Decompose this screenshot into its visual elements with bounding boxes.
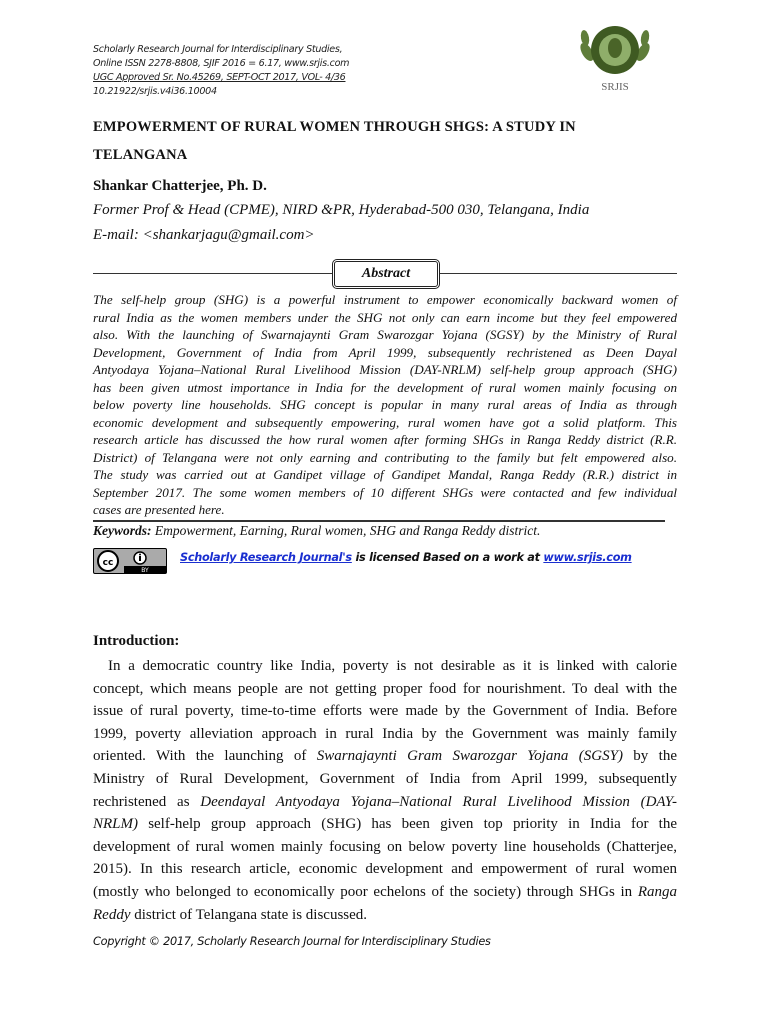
title-line-2: TELANGANA — [93, 147, 188, 163]
cc-by-badge[interactable] — [93, 548, 167, 574]
body-line — [93, 791, 677, 814]
title-line-1: EMPOWERMENT OF RURAL WOMEN THROUGH SHGS: A STUDY IN — [93, 119, 576, 135]
abstract-line: Antyodaya Yojana–National Rural Livelihood Mission (DAY-NRLM) self-help group approach (SHG) — [93, 362, 677, 377]
author-affiliation — [93, 198, 589, 248]
body-line — [93, 836, 677, 859]
license-statement — [180, 550, 632, 566]
body-line — [93, 655, 677, 678]
copyright-footer: Copyright © 2017, Scholarly Research Journal for Interdisciplinary Studies — [93, 935, 491, 948]
abstract-text — [93, 291, 677, 519]
srjis-logo — [565, 24, 665, 96]
text-run: development of rural women mainly focusing on below poverty line households (Chatterjee, — [93, 838, 677, 855]
website-link[interactable]: www.srjis.com — [543, 551, 632, 564]
body-line — [93, 768, 677, 791]
text-run: issue of rural poverty, time-to-time efforts were made by the Government of India. Before — [93, 703, 677, 720]
abstract-line: also. With the launching of Swarnajaynti Gram Swarozgar Yojana (SGSY) by the Ministry of Rural — [93, 327, 677, 342]
abstract-line: economic development and subsequently empowering, rural women have got a solid platform. This — [93, 414, 677, 430]
text-run: Deendayal Antyodaya Yojana–National Rural Livelihood Mission (DAY- — [200, 793, 677, 810]
header-line-1: Scholarly Research Journal for Interdisciplinary Studies, — [93, 44, 343, 55]
body-line — [93, 858, 677, 881]
abstract-heading: Abstract — [332, 259, 440, 289]
body-line — [93, 700, 677, 723]
affiliation: Former Prof & Head (CPME), NIRD &PR, Hyderabad-500 030, Telangana, India — [93, 202, 590, 218]
divider — [93, 520, 665, 522]
text-run: NRLM) — [93, 816, 138, 833]
body-line — [93, 881, 677, 904]
paper-title — [93, 113, 693, 169]
abstract-line: September 2017. The some women members of 10 different SHGs were contacted and few individual — [93, 484, 677, 500]
text-run: district of Telangana state is discussed. — [130, 906, 368, 923]
license-text: is licensed Based on a work at — [351, 551, 544, 564]
text-run: Ministry of Rural Development, Government of India from April 1999, subsequently — [93, 770, 677, 787]
text-run: In a democratic country like India, poverty is not desirable as it is linked with calorie — [108, 658, 677, 674]
text-run: concept, which means people are not getting proper food for nourishment. To deal with the — [93, 680, 677, 697]
introduction-text — [93, 655, 677, 926]
abstract-line: below poverty line households. SHG concept is popular in many rural areas of India as through — [93, 397, 677, 412]
section-heading-introduction: Introduction: — [93, 633, 180, 649]
text-run: Ranga — [637, 883, 677, 900]
cc-by-label: BY — [141, 567, 149, 573]
author-email: E-mail: <shankarjagu@gmail.com> — [93, 227, 315, 243]
text-run: 2015). In this research article, economic development and empowerment of rural women — [93, 861, 677, 878]
text-run: self-help group approach (SHG) has been given top priority in India for the — [138, 816, 677, 833]
abstract-line: rural India as the women members under the SHG not only can earn income but they feel empowered — [93, 309, 677, 325]
abstract-line: cases are presented here. — [93, 502, 225, 517]
text-run: oriented. With the launching of — [93, 748, 317, 765]
keywords-label: Keywords: — [93, 523, 152, 538]
svg-text:cc: cc — [102, 558, 114, 568]
header-line-3: UGC Approved Sr. No.45269, SEPT-OCT 2017, VOL- 4/36 — [93, 72, 346, 83]
header-doi: 10.21922/srjis.v4i36.10004 — [93, 86, 217, 97]
text-run: Reddy — [93, 906, 131, 923]
keywords — [93, 523, 540, 539]
abstract-line: research article has discussed the how rural women after forming SHGs in Ranga Reddy district (R.R. — [93, 432, 677, 447]
text-run: (mostly who belonged to economically poor echelons of the society) through SHGs in — [93, 883, 638, 900]
text-run: by the — [622, 748, 677, 765]
body-line — [93, 813, 677, 836]
header-line-2: Online ISSN 2278-8808, SJIF 2016 = 6.17, www.srjis.com — [93, 58, 350, 69]
text-run: Swarnajaynti Gram Swarozgar Yojana (SGSY) — [316, 748, 623, 765]
abstract-line: District) of Telangana were not only earning and contributing to the family but felt empowered also. — [93, 449, 677, 465]
journal-link[interactable]: Scholarly Research Journal's — [180, 551, 352, 564]
abstract-line: The self-help group (SHG) is a powerful instrument to empower economically backward women of — [93, 292, 677, 307]
keywords-list: Empowerment, Earning, Rural women, SHG and Ranga Reddy district. — [151, 523, 541, 538]
logo-text: SRJIS — [601, 81, 629, 93]
body-line — [93, 904, 677, 927]
author-name: Shankar Chatterjee, Ph. D. — [93, 178, 267, 194]
abstract-line: has been given utmost importance in India for the development of rural women mainly focusing on — [93, 379, 677, 395]
abstract-line: The study was carried out at Gandipet village of Gandipet Mandal, Ranga Reddy (R.R.) district in — [93, 467, 677, 482]
body-line — [93, 723, 677, 746]
text-run: 1999, poverty alleviation approach in rural India by the Government was mainly family — [93, 725, 677, 742]
body-line — [93, 678, 677, 701]
body-line — [93, 745, 677, 768]
abstract-line: Development, Government of India from April 1999, subsequently rechristened as Deen Dayal — [93, 344, 677, 360]
journal-header — [93, 43, 349, 99]
text-run: rechristened as — [93, 793, 201, 810]
